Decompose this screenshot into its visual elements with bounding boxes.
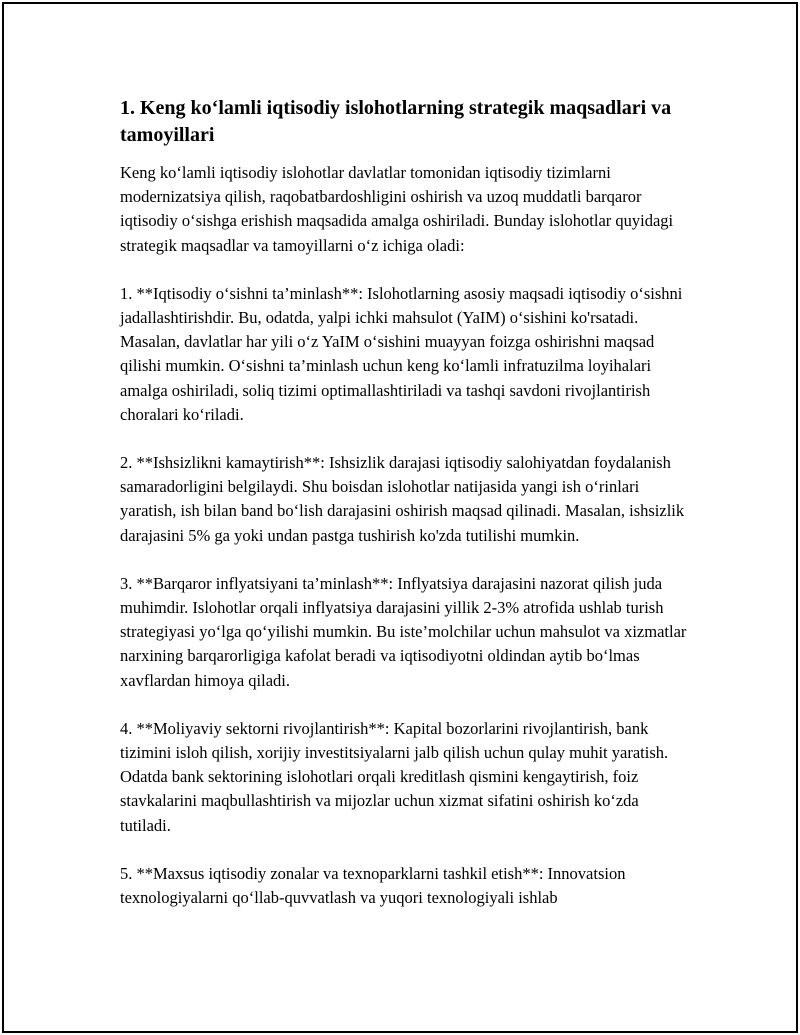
- paragraph-economic-growth: 1. **Iqtisodiy o‘sishni ta’minlash**: Islohotlarning asosiy maqsadi iqtisodiy o‘sishni jadallashtirishdir. Bu, odatda, yalpi ichki mahsulot (YaIM) o‘sishini ko'rsatadi. Masalan, davlatlar har yili o‘z YaIM o‘sishini muayyan foizga oshirishni maqsad qilishi mumkin. O‘sishni ta’minlash uchun keng ko‘lamli infratuzilma loyihalari amalga oshiriladi, soliq tizimi optimallashtiriladi va tashqi savdoni rivojlantirish choralari ko‘riladi.: [120, 283, 683, 424]
- paragraph-special-zones: 5. **Maxsus iqtisodiy zonalar va texnoparklarni tashkil etish**: Innovatsion texnologiyalarni qo‘llab-quvvatlash va yuqori texnologiyali ishlab: [120, 863, 626, 908]
- paragraph-inflation: 3. **Barqaror inflyatsiyani ta’minlash**: Inflyatsiya darajasini nazorat qilish juda muhimdir. Islohotlar orqali inflyatsiya darajasini yillik 2-3% atrofida ushlab turish strategiyasi yo‘lga qo‘yilishi mumkin. Bu iste’molchilar uchun mahsulot va xizmatlar narxining barqarorligiga kafolat beradi va iqtisodiyotni oldindan aytib bo‘lmas xavflardan himoya qiladi.: [120, 573, 687, 690]
- page-frame: [2, 2, 798, 1033]
- paragraph-unemployment: 2. **Ishsizlikni kamaytirish**: Ishsizlik darajasi iqtisodiy salohiyatdan foydalanish samaradorligini belgilaydi. Shu boisdan islohotlar natijasida yangi ish o‘rinlari yaratish, ish bilan band bo‘lish darajasini oshirish maqsad qilinadi. Masalan, ishsizlik darajasini 5% ga yoki undan pastga tushirish ko'zda tutilishi mumkin.: [120, 453, 685, 545]
- section-heading: 1. Keng ko‘lamli iqtisodiy islohotlarning strategik maqsadlari va tamoyillari: [120, 97, 672, 146]
- paragraph-financial-sector: 4. **Moliyaviy sektorni rivojlantirish**: Kapital bozorlarini rivojlantirish, bank tizimini isloh qilish, xorijiy investitsiyalarni jalb qilish uchun qulay muhit yaratish. Odatda bank sektorining islohotlari orqali kreditlash qismini kengaytirish, foiz stavkalarini maqbullashtirish va mijozlar uchun xizmat sifatini oshirish ko‘zda tutiladi.: [120, 718, 669, 835]
- document-body: [120, 95, 690, 934]
- intro-paragraph: Keng ko‘lamli iqtisodiy islohotlar davlatlar tomonidan iqtisodiy tizimlarni modernizatsiya qilish, raqobatbardoshligini oshirish va uzoq muddatli barqaror iqtisodiy o‘sishga erishish maqsadida amalga oshiriladi. Bunday islohotlar quyidagi strategik maqsadlar va tamoyillarni o‘z ichiga oladi:: [120, 163, 674, 255]
